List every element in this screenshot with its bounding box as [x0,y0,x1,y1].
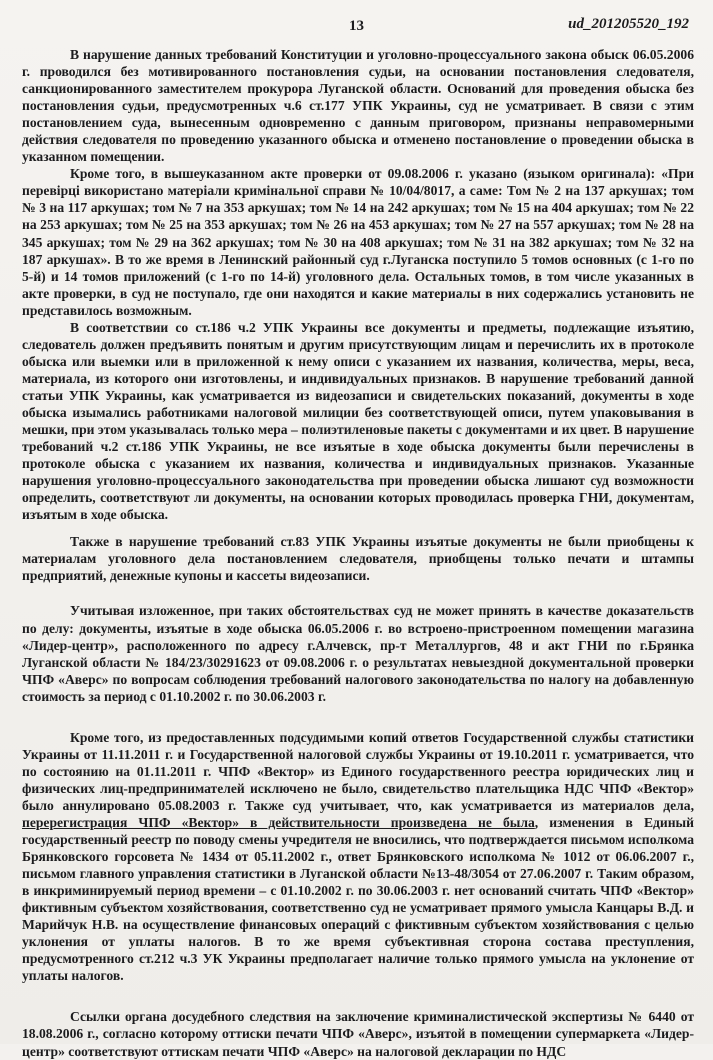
page-number: 13 [349,18,364,34]
paragraph: Также в нарушение требований ст.83 УПК Украины изъятые документы не были приобщены к материалам уголовного дела постановлением следователя, приобщены только печати и штампы предприятий, денежные купоны и кассеты видеозаписи. [22,534,694,584]
paragraph-text: , изменения в Единый государственный реестр по поводу смены учредителя не вносились, что подтверждается письмом исполкома Брянковского горсовета № 1434 от 05.11.2002 г., ответ Брянковского исполкома № 1012 от 06.06.2007 г., письмом главного управления статистики в Луганской области №13-48/3054 от 27.06.2007 г. Таким образом, в инкриминируемый период времени – с 01.10.2002 г. по 30.06.2003 г. нет оснований считать ЧПФ «Вектор» фиктивным субъектом хозяйствования, соответственно суд не усматривает прямого умысла Канцары В.Д. и Марийчук Н.В. на осуществление финансовых операций с фиктивным субъектом хозяйствования с целью уклонения от уплаты налогов. В то же время субъективная сторона состава преступления, предусмотренного ст.212 ч.3 УК Украины предполагает наличие только прямого умысла на уклонение от уплаты налогов. [22,814,694,984]
paragraph-text: Кроме того, из предоставленных подсудимыми копий ответов Государственной службы статистики Украины от 11.11.2011 г. и Государственной налоговой службы Украины от 19.10.2011 г. усматривается, что по состоянию на 01.11.2011 г. ЧПФ «Вектор» из Единого государственного реестра юридических лиц и физических лиц-предпринимателей исключено не было, свидетельство плательщика НДС ЧПФ «Вектор» было аннулировано 05.08.2003 г. Также суд учитывает, что, как усматривается из материалов дела, [22,729,694,813]
document-id: ud_201205520_192 [568,16,689,32]
paragraph: Учитывая изложенное, при таких обстоятельствах суд не может принять в качестве доказательств по делу: документы, изъятые в ходе обыска 06.05.2006 г. во встроено-пристроенном помещении магазина «Лидер-центр», расположенного по адресу г.Алчевск, пр-т Металлургов, 48 и акт ГНИ по г.Брянка Луганской области № 184/23/30291623 от 09.08.2006 г. о результатах невыездной документальной проверки ЧПФ «Аверс» по вопросам соблюдения требований налогового законодательства по налогу на добавленную стоимость за период с 01.10.2002 г. по 30.06.2003 г. [22,603,694,704]
underlined-phrase: перерегистрация ЧПФ «Вектор» в действительности произведена не была [22,814,535,830]
paragraph [22,729,694,985]
paragraph: Ссылки органа досудебного следствия на заключение криминалистической экспертизы № 6440 от 18.08.2006 г., согласно которому оттиски печати ЧПФ «Аверс», изъятой в помещении супермаркета «Лидер-центр» соответствуют оттискам печати ЧПФ «Аверс» на налоговой декларации по НДС [22,1009,694,1059]
paragraph: В соответствии со ст.186 ч.2 УПК Украины все документы и предметы, подлежащие изъятию, следователь должен предъявить понятым и другим присутствующим лицам и перечислить их в протоколе обыска или выемки или в приложенной к нему описи с указанием их названия, количества, меры, веса, материала, из которого они изготовлены, и индивидуальных признаков. В нарушение требований данной статьи УПК Украины, как усматривается из видеозаписи и свидетельских показаний, документы в ходе обыска изымались работниками налоговой милиции без соответствующей описи, путем упаковывания в мешки, при этом указывалась только мера – полиэтиленовые пакеты с документами и их цвет. В нарушение требований ч.2 ст.186 УПК Украины, не все изъятые в ходе обыска документы были перечислены в протоколе обыска с указанием их названия, количества и индивидуальных признаков. Указанные нарушения уголовно-процессуального законодательства при проведении обыска лишают суд возможности определить, соответствуют ли документы, на основании которых проводилась проверка ГНИ, документам, изъятым в ходе обыска. [22,319,694,523]
paragraph: Кроме того, в вышеуказанном акте проверки от 09.08.2006 г. указано (языком оригинала): «При перевірці використано матеріали кримінальної справи № 10/04/8017, а саме: Том № 2 на 137 аркушах; том № 3 на 117 аркушах; том № 7 на 353 аркушах; том № 14 на 242 аркушах; том № 15 на 404 аркушах; том № 22 на 253 аркушах; том № 25 на 353 аркушах; том № 26 на 453 аркушах; том № 27 на 557 аркушах; том № 28 на 345 аркушах; том № 29 на 362 аркушах; том № 30 на 408 аркушах; том № 31 на 382 аркушах; том № 32 на 187 аркушах». В то же время в Ленинский районный суд г.Луганска поступило 5 томов основных (с 1-го по 5-й) и 14 томов приложений (с 1-го по 14-й) уголовного дела. Остальных томов, в том числе указанных в акте проверки, в суд не поступало, где они находятся и какие материалы в них содержались установить не представилось возможным. [22,166,694,318]
document-body [22,46,694,1060]
paragraph: В нарушение данных требований Конституции и уголовно-процессуального закона обыск 06.05.2006 г. проводился без мотивированного постановления судьи, на основании постановления следователя, санкционированного заместителем прокурора Луганской области. Оснований для проведения обыска без постановления судьи, предусмотренных ч.6 ст.177 УПК Украины, суд не усматривает. В связи с этим постановлением суда, вынесенным одновременно с данным приговором, признаны неправомерными действия следователя по проведению указанного обыска и отменено постановление о проведении обыска в указанном помещении. [22,47,694,165]
